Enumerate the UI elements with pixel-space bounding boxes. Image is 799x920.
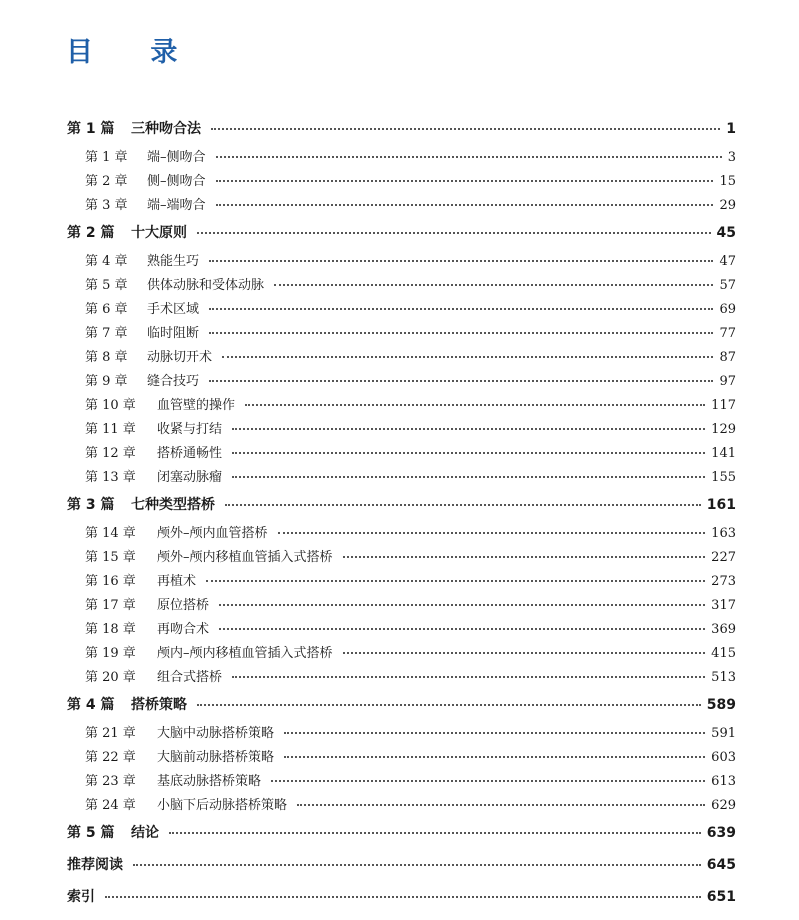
toc-chapter-3[interactable]: [85, 194, 736, 213]
chapter-label: 第 22 章: [85, 750, 136, 765]
dot-leader: [343, 556, 706, 558]
page-number: 15: [719, 174, 736, 189]
dot-leader: [232, 452, 705, 454]
dot-leader: [197, 232, 711, 234]
toc-part-1[interactable]: [67, 118, 736, 138]
chapter-label: 第 13 章: [85, 470, 136, 485]
appendix-title: 推荐阅读: [67, 857, 123, 873]
chapter-label: 第 23 章: [85, 774, 136, 789]
chapter-label: 第 18 章: [85, 622, 136, 637]
page-number: 639: [706, 825, 736, 841]
chapter-title: 供体动脉和受体动脉: [147, 278, 265, 293]
part-label: 第 3 篇: [67, 497, 115, 513]
part-label: 第 5 篇: [67, 825, 115, 841]
chapter-label: 第 15 章: [85, 550, 136, 565]
dot-leader: [297, 804, 705, 806]
chapter-title: 血管壁的操作: [157, 398, 236, 413]
dot-leader: [216, 180, 714, 182]
chapter-title: 原位搭桥: [157, 598, 210, 613]
dot-leader: [133, 864, 701, 866]
part-title: 三种吻合法: [131, 121, 201, 137]
dot-leader: [232, 476, 705, 478]
dot-leader: [274, 284, 713, 286]
page-number: 129: [711, 422, 736, 437]
page-number: 3: [727, 150, 736, 165]
dot-leader: [343, 652, 706, 654]
chapter-label: 第 17 章: [85, 598, 136, 613]
chapter-title: 缝合技巧: [147, 374, 200, 389]
chapter-label: 第 12 章: [85, 446, 136, 461]
page-number: 57: [719, 278, 736, 293]
dot-leader: [284, 756, 705, 758]
chapter-title: 搭桥通畅性: [157, 446, 223, 461]
part-label: 第 2 篇: [67, 225, 115, 241]
part-title: 十大原则: [131, 225, 187, 241]
chapter-label: 第 10 章: [85, 398, 136, 413]
toc-chapter-17[interactable]: [85, 594, 736, 613]
dot-leader: [232, 428, 705, 430]
page-number: 97: [719, 374, 736, 389]
page-number: 415: [711, 646, 736, 661]
part-title: 搭桥策略: [131, 697, 187, 713]
dot-leader: [206, 580, 705, 582]
toc-chapter-8[interactable]: [85, 346, 736, 365]
chapter-label: 第 11 章: [85, 422, 136, 437]
chapter-label: 第 3 章: [85, 198, 128, 213]
toc-chapter-16[interactable]: [85, 570, 736, 589]
toc-part-3[interactable]: [67, 494, 736, 514]
chapter-label: 第 5 章: [85, 278, 128, 293]
chapter-label: 第 9 章: [85, 374, 128, 389]
toc-index[interactable]: [67, 886, 736, 906]
chapter-title: 闭塞动脉瘤: [157, 470, 223, 485]
toc-chapter-23[interactable]: [85, 770, 736, 789]
chapter-title: 再吻合术: [157, 622, 210, 637]
toc-chapter-5[interactable]: [85, 274, 736, 293]
toc-chapter-6[interactable]: [85, 298, 736, 317]
chapter-label: 第 20 章: [85, 670, 136, 685]
chapter-label: 第 1 章: [85, 150, 128, 165]
page-number: 651: [706, 889, 736, 905]
chapter-label: 第 19 章: [85, 646, 136, 661]
chapter-title: 手术区域: [147, 302, 200, 317]
page-title: 目 录: [66, 37, 202, 68]
chapter-label: 第 6 章: [85, 302, 128, 317]
toc-chapter-20[interactable]: [85, 666, 736, 685]
toc-chapter-14[interactable]: [85, 522, 736, 541]
page-number: 47: [719, 254, 736, 269]
toc-chapter-4[interactable]: [85, 250, 736, 269]
page-number: 227: [711, 550, 736, 565]
chapter-title: 大脑中动脉搭桥策略: [157, 726, 275, 741]
page-number: 603: [711, 750, 736, 765]
page-number: 69: [719, 302, 736, 317]
chapter-title: 端–侧吻合: [147, 150, 206, 165]
chapter-label: 第 24 章: [85, 798, 136, 813]
dot-leader: [209, 332, 713, 334]
dot-leader: [105, 896, 701, 898]
dot-leader: [169, 832, 701, 834]
chapter-title: 大脑前动脉搭桥策略: [157, 750, 275, 765]
page-number: 45: [716, 225, 736, 241]
page-number: 273: [711, 574, 736, 589]
dot-leader: [197, 704, 701, 706]
dot-leader: [216, 204, 714, 206]
page-number: 163: [711, 526, 736, 541]
chapter-label: 第 4 章: [85, 254, 128, 269]
toc-part-2[interactable]: [67, 222, 736, 242]
chapter-title: 颅外–颅内移植血管插入式搭桥: [157, 550, 333, 565]
part-title: 七种类型搭桥: [131, 497, 215, 513]
toc-chapter-1[interactable]: [85, 146, 736, 165]
part-label: 第 1 篇: [67, 121, 115, 137]
dot-leader: [245, 404, 705, 406]
page-number: 589: [706, 697, 736, 713]
toc-chapter-10[interactable]: [85, 394, 736, 413]
chapter-title: 端–端吻合: [147, 198, 206, 213]
part-title: 结论: [131, 825, 159, 841]
dot-leader: [232, 676, 705, 678]
dot-leader: [219, 604, 705, 606]
toc-chapter-11[interactable]: [85, 418, 736, 437]
dot-leader: [284, 732, 705, 734]
chapter-label: 第 7 章: [85, 326, 128, 341]
page-number: 117: [711, 398, 736, 413]
chapter-title: 颅外–颅内血管搭桥: [157, 526, 268, 541]
page-number: 77: [719, 326, 736, 341]
dot-leader: [219, 628, 705, 630]
chapter-label: 第 2 章: [85, 174, 128, 189]
page-number: 141: [711, 446, 736, 461]
toc-chapter-22[interactable]: [85, 746, 736, 765]
chapter-title: 熟能生巧: [147, 254, 200, 269]
chapter-title: 临时阻断: [147, 326, 200, 341]
toc-chapter-18[interactable]: [85, 618, 736, 637]
toc-chapter-12[interactable]: [85, 442, 736, 461]
toc-recommended-reading[interactable]: [67, 854, 736, 874]
chapter-title: 侧–侧吻合: [147, 174, 206, 189]
dot-leader: [216, 156, 722, 158]
toc-chapter-21[interactable]: [85, 722, 736, 741]
page-number: 161: [706, 497, 736, 513]
dot-leader: [209, 308, 713, 310]
toc-chapter-13[interactable]: [85, 466, 736, 485]
toc-part-5[interactable]: [67, 822, 736, 842]
page-number: 369: [711, 622, 736, 637]
toc-chapter-2[interactable]: [85, 170, 736, 189]
chapter-title: 小脑下后动脉搭桥策略: [157, 798, 288, 813]
toc-chapter-15[interactable]: [85, 546, 736, 565]
toc-chapter-24[interactable]: [85, 794, 736, 813]
chapter-label: 第 14 章: [85, 526, 136, 541]
chapter-label: 第 16 章: [85, 574, 136, 589]
dot-leader: [225, 504, 701, 506]
page-number: 29: [719, 198, 736, 213]
chapter-title: 基底动脉搭桥策略: [157, 774, 262, 789]
part-label: 第 4 篇: [67, 697, 115, 713]
dot-leader: [222, 356, 713, 358]
page-number: 591: [711, 726, 736, 741]
chapter-title: 颅内–颅内移植血管插入式搭桥: [157, 646, 333, 661]
chapter-title: 再植术: [157, 574, 197, 589]
dot-leader: [211, 128, 720, 130]
page-number: 87: [719, 350, 736, 365]
toc-part-4[interactable]: [67, 694, 736, 714]
toc-chapter-7[interactable]: [85, 322, 736, 341]
dot-leader: [209, 260, 713, 262]
chapter-label: 第 21 章: [85, 726, 136, 741]
chapter-title: 动脉切开术: [147, 350, 213, 365]
page-number: 317: [711, 598, 736, 613]
page-number: 155: [711, 470, 736, 485]
page-number: 513: [711, 670, 736, 685]
chapter-title: 组合式搭桥: [157, 670, 223, 685]
chapter-title: 收紧与打结: [157, 422, 223, 437]
dot-leader: [271, 780, 705, 782]
page-number: 629: [711, 798, 736, 813]
toc-chapter-19[interactable]: [85, 642, 736, 661]
dot-leader: [278, 532, 706, 534]
appendix-title: 索引: [67, 889, 95, 905]
page-number: 613: [711, 774, 736, 789]
chapter-label: 第 8 章: [85, 350, 128, 365]
page-number: 1: [726, 121, 736, 137]
toc-chapter-9[interactable]: [85, 370, 736, 389]
page-number: 645: [706, 857, 736, 873]
dot-leader: [209, 380, 713, 382]
